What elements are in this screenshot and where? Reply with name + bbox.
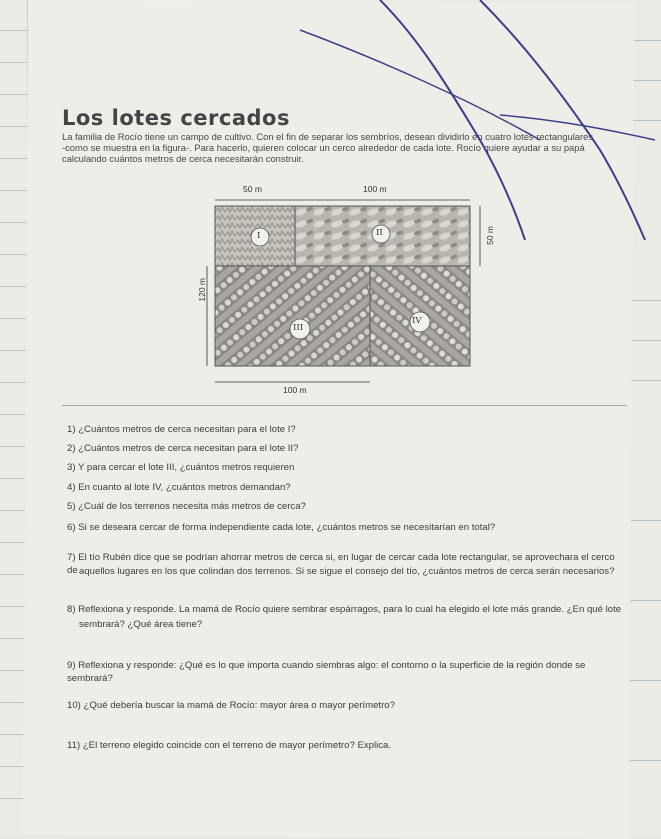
dim-label: 100 m xyxy=(363,184,387,194)
question-6: 6) Si se deseara cercar de forma independiente cada lote, ¿cuántos metros se necesitarían en total? xyxy=(67,522,496,533)
question-2: 2) ¿Cuántos metros de cerca necesitan para el lote II? xyxy=(67,443,299,454)
question-3: 3) Y para cercar el lote III, ¿cuántos metros requieren xyxy=(67,462,295,473)
dim-label: 120 m xyxy=(197,278,207,302)
intro-paragraph xyxy=(62,131,622,165)
question-4: 4) En cuanto al lote IV, ¿cuántos metros demandan? xyxy=(67,482,291,493)
intro-line: calculando cuántos metros de cerca necesitarán construir. xyxy=(62,153,304,165)
lot-label: IV xyxy=(412,316,422,326)
lot-label: II xyxy=(376,228,383,238)
intro-line: -como se muestra en la figura-. Para hacerlo, quieren colocar un cerco alrededor de cada lote. Rocío quiere ayudar a su papá xyxy=(62,142,585,154)
dim-label: 100 m xyxy=(283,385,307,395)
paper-rule xyxy=(0,94,30,95)
paper-rule xyxy=(0,62,30,63)
paper-rule xyxy=(0,190,30,191)
question-1: 1) ¿Cuántos metros de cerca necesitan para el lote I? xyxy=(67,424,296,435)
paper-rule xyxy=(0,126,30,127)
lot-label: III xyxy=(293,323,304,333)
lot-III xyxy=(215,266,370,366)
lot-label: I xyxy=(257,231,261,241)
question-9: 9) Reflexiona y responde: ¿Qué es lo que importa cuando siembras algo: el contorno o la superficie de la región donde se sembrará? xyxy=(67,660,586,684)
worksheet-title: Los lotes cercados xyxy=(62,106,290,130)
field-diagram xyxy=(205,182,505,402)
intro-line: La familia de Rocío tiene un campo de cultivo. Con el fin de separar los sembríos, desean dividirlo en cuatro lotes rectangulares xyxy=(62,131,594,142)
question-7-line-2: aquellos lugares en los que colindan dos terrenos. Si se sigue el consejo del tío, ¿cuántos metros de cerca serán necesarios? xyxy=(79,566,615,577)
paper-rule xyxy=(0,30,30,31)
question-7-line-1: 7) El tío Rubén dice que se podrían ahorrar metros de cerca si, en lugar de cercar cada lote rectangular, se aprovechara el cerco de xyxy=(67,552,615,576)
paper-rule xyxy=(0,222,30,223)
dim-label: 50 m xyxy=(243,184,262,194)
dim-label: 50 m xyxy=(485,226,495,245)
paper-rule xyxy=(0,158,30,159)
question-8-line-2: sembrará? ¿Qué área tiene? xyxy=(79,619,203,630)
field-figure xyxy=(197,182,505,402)
question-11: 11) ¿El terreno elegido coincide con el terreno de mayor perímetro? Explica. xyxy=(67,740,392,751)
question-8-line-1: 8) Reflexiona y responde. La mamá de Rocío quiere sembrar espárragos, para lo cual ha elegido el lote más grande. ¿En qué lote xyxy=(67,604,622,615)
question-5: 5) ¿Cuál de los terrenos necesita más metros de cerca? xyxy=(67,501,306,512)
question-10: 10) ¿Qué debería buscar la mamá de Rocío: mayor área o mayor perímetro? xyxy=(67,700,395,711)
section-divider xyxy=(62,405,627,406)
